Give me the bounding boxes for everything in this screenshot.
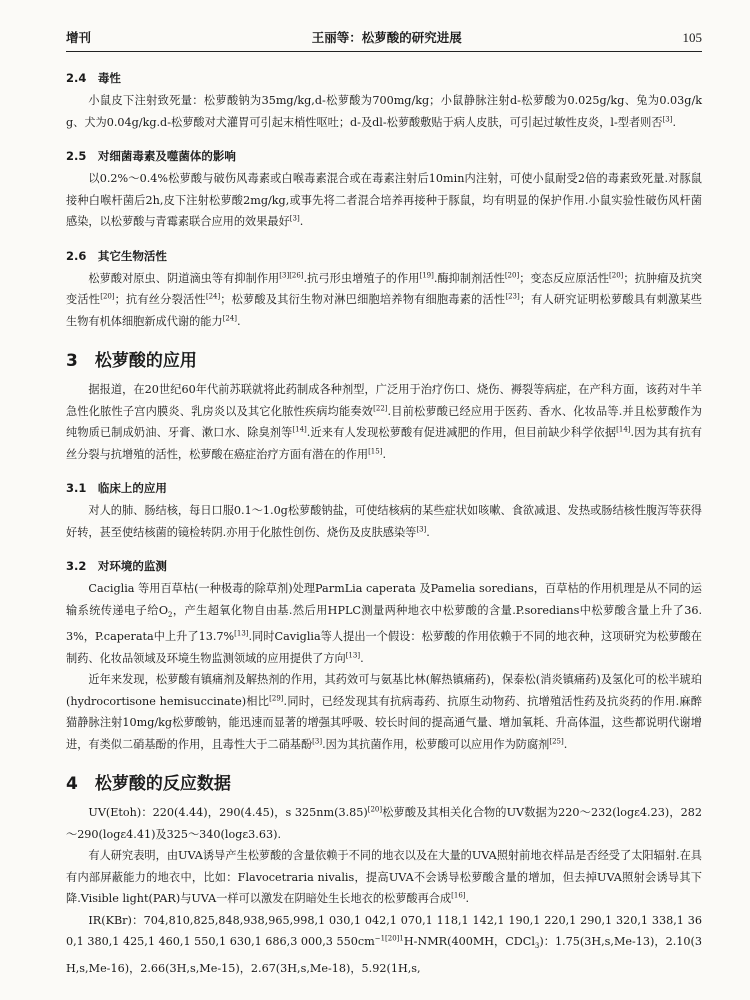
- section-2-6-heading: 2.6 其它生物活性: [66, 248, 167, 263]
- header-title: 王丽等：松萝酸的研究进展: [311, 30, 462, 45]
- section-3-heading: 3 松萝酸的应用: [66, 351, 197, 371]
- section-4-heading: 4 松萝酸的反应数据: [66, 774, 231, 795]
- section-4-paragraph-uva: 有人研究表明，由UVA诱导产生松萝酸的含量依赖于不同的地衣以及在大量的UVA照射前地衣样品是否经受了太阳辐射.在具有内部屏蔽能力的地衣中，比如：Flavocetraria nivalis，提高UVA不会诱导松萝酸含量的增加，但去掉UVA照射会诱导其下降.Visible light(PAR)与UVA一样可以激发在阴暗处生长地衣的松萝酸再合成[16].: [66, 849, 702, 906]
- section-2-5-paragraph: 以0.2%～0.4%松萝酸与破伤风毒素或白喉毒素混合或在毒素注射后10min内注射，可使小鼠耐受2倍的毒素致死量.对豚鼠接种白喉杆菌后2h,皮下注射松萝酸2mg/kg,或事先将二者混合培养再接种于豚鼠，均有明显的保护作用.小鼠实验性破伤风杆菌感染，以松萝酸与青霉素联合应用的效果最好[3].: [66, 172, 702, 228]
- section-2-6-paragraph: 松萝酸对原虫、阴道滴虫等有抑制作用[3][26].抗弓形虫增殖子的作用[19].酶抑制剂活性[20]；变态反应原活性[20]；抗肿瘤及抗突变活性[20]；抗有丝分裂活性[24]；松萝酸及其衍生物对淋巴细胞培养物有细胞毒素的活性[23]；有人研究证明松萝酸具有刺激某些生物有机体细胞新成代谢的能力[24].: [66, 270, 702, 328]
- section-3-2-paragraph-1: Caciglia 等用百草枯(一种极毒的除草剂)处理ParmLia caperata 及Pamelia soredians，百草枯的作用机理是从不同的运输系统传递电子给$O_2$，产生超氧化物自由基.然后用HPLC测量两种地衣中松萝酸的含量.P.soredians中松萝酸含量上升了36.3%，P.caperata中上升了13.7%[13].同时Caviglia等人提出一个假设：松萝酸的作用依赖于不同的地衣种，这项研究为松萝酸在制药、化妆品领域及环境生物监测领域的应用提供了方向[13].: [66, 582, 702, 665]
- running-header: [66, 28, 702, 52]
- page-number: 105: [682, 30, 702, 45]
- section-2-5-heading: 2.5 对细菌毒素及噬菌体的影响: [66, 149, 236, 163]
- section-2-4-heading: 2.4 毒性: [66, 71, 121, 85]
- section-3-1-heading: 3.1 临床上的应用: [66, 481, 167, 495]
- section-3-paragraph: 据报道，在20世纪60年代前苏联就将此药制成各种剂型，广泛用于治疗伤口、烧伤、褥裂等病症，在产科方面，该药对牛羊急性化脓性子宫内膜炎、乳房炎以及其它化脓性疾病均能奏效[22].目前松萝酸已经应用于医药、香水、化妆品等.并且松萝酸作为纯物质已制成奶油、牙膏、漱口水、除臭剂等[14].近来有人发现松萝酸有促进减肥的作用，但目前缺少科学依据[14].因为其有抗有丝分裂与抗增殖的活性，松萝酸在癌症治疗方面有潜在的作用[15].: [66, 383, 702, 461]
- header-left: 增刊: [66, 30, 92, 45]
- section-4-paragraph-uv: UV(Etoh)：220(4.44)，290(4.45)，s 325nm(3.85)[20]松萝酸及其相关化合物的UV数据为220～232(logε4.23)，282～290(logε4.41)及325～340(logε3.63).: [66, 805, 702, 841]
- paper-page: [66, 28, 702, 979]
- section-3-2-heading: 3.2 对环境的监测: [66, 559, 167, 573]
- section-4-paragraph-ir: IR(KBr)：704,810,825,848,938,965,998,1 030,1 042,1 070,1 118,1 142,1 190,1 220,1 290,1 320,1 338,1 360,1 380,1 425,1 460,1 550,1 630,1 686,3 000,3 $550cm^{-1[20]1}H-NMR(400MH$，CDCl$_3$)：1.75(3H,s,Me-13)，2.10(3H,s,Me-16)，2.66(3H,s,Me-15)，2.67(3H,s,Me-18)，5.92(1H,s,: [66, 913, 702, 975]
- section-3-1-paragraph: 对人的肺、肠结核，每日口服0.1～1.0g松萝酸钠盐，可使结核病的某些症状如咳嗽、食欲减退、发热或肠结核性腹泻等获得好转，甚至使结核菌的镜检转阴.亦用于化脓性创伤、烧伤及皮肤感染等[3].: [66, 504, 702, 539]
- section-3-2-paragraph-2: 近年来发现，松萝酸有镇痛剂及解热剂的作用，其药效可与氨基比林(解热镇痛药)，保泰松(消炎镇痛药)及氢化可的松半琥珀(hydrocortisone hemisuccinate)相比[29].同时，已经发现其有抗病毒药、抗原生动物药、抗增殖活性药及抗炎药的作用.麻醉猫静脉注射10mg/kg松萝酸钠，能迅速而显著的增强其呼吸、较长时间的提高通气量、增加氧耗、升高体温，这些都说明代谢增进，有类似二硝基酚的作用，且毒性大于二硝基酚[3].因为其抗菌作用，松萝酸可以应用作为防腐剂[25].: [66, 673, 702, 751]
- section-2-4-paragraph: 小鼠皮下注射致死量：松萝酸钠为35mg/kg,d-松萝酸为700mg/kg；小鼠静脉注射d-松萝酸为0.025g/kg、兔为0.03g/kg、犬为0.04g/kg.d-松萝酸对犬灌胃可引起末梢性呕吐；d-及dl-松萝酸敷贴于病人皮肤，可引起过敏性皮炎，l-型者则否[3].: [66, 94, 702, 129]
